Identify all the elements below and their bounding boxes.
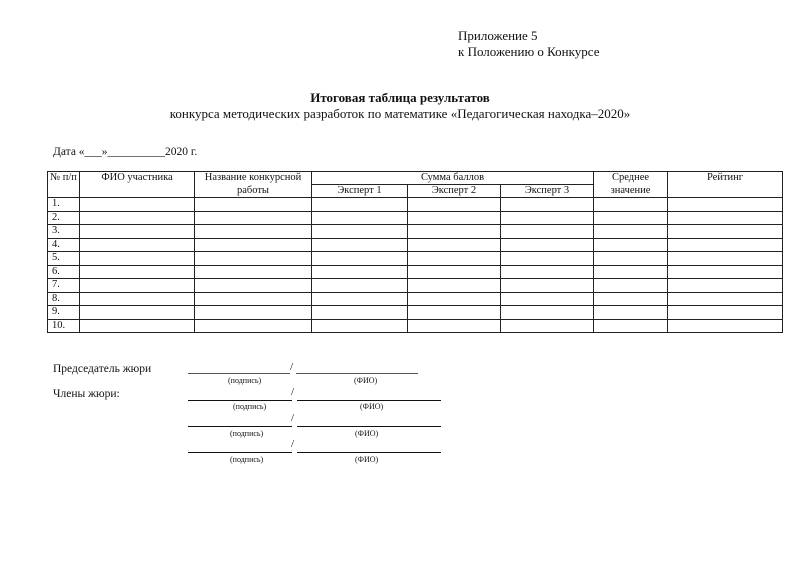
member-3-signature-line[interactable] [188,442,292,453]
cell-expert-1[interactable] [312,292,408,306]
member-1-fio-line[interactable] [297,390,441,401]
cell-rating[interactable] [668,265,783,279]
header-average: Среднее значение [594,172,668,198]
table-row [48,279,783,293]
cell-fio[interactable] [80,292,195,306]
cell-fio[interactable] [80,319,195,333]
cell-expert-2[interactable] [408,279,501,293]
fio-caption: (ФИО) [354,376,378,385]
cell-fio[interactable] [80,211,195,225]
member-2-fio-line[interactable] [297,416,441,427]
cell-expert-3[interactable] [501,306,594,320]
signature-caption: (подпись) [230,455,264,464]
cell-expert-2[interactable] [408,252,501,266]
member-3-fio-line[interactable] [297,442,441,453]
cell-work-title[interactable] [195,252,312,266]
cell-expert-1[interactable] [312,279,408,293]
cell-expert-3[interactable] [501,265,594,279]
cell-fio[interactable] [80,279,195,293]
separator-slash: / [291,412,295,424]
cell-work-title[interactable] [195,265,312,279]
cell-rating[interactable] [668,198,783,212]
cell-rating[interactable] [668,238,783,252]
cell-work-title[interactable] [195,279,312,293]
members-label: Члены жюри: [53,388,120,400]
header-expert-2: Эксперт 2 [408,185,501,198]
document-subtitle: конкурса методических разработок по математике «Педагогическая находка–2020» [169,106,631,121]
cell-average[interactable] [594,211,668,225]
cell-expert-1[interactable] [312,306,408,320]
cell-average[interactable] [594,225,668,239]
cell-fio[interactable] [80,252,195,266]
member-1-signature-line[interactable] [188,390,292,401]
cell-fio[interactable] [80,225,195,239]
cell-expert-2[interactable] [408,292,501,306]
cell-expert-3[interactable] [501,238,594,252]
fio-caption: (ФИО) [355,429,379,438]
cell-expert-3[interactable] [501,211,594,225]
cell-work-title[interactable] [195,306,312,320]
cell-work-title[interactable] [195,225,312,239]
table-row [48,306,783,320]
header-expert-1: Эксперт 1 [312,185,408,198]
header-expert-3: Эксперт 3 [501,185,594,198]
cell-average[interactable] [594,252,668,266]
cell-fio[interactable] [80,238,195,252]
cell-expert-3[interactable] [501,198,594,212]
cell-fio[interactable] [80,306,195,320]
cell-rating[interactable] [668,252,783,266]
cell-expert-3[interactable] [501,279,594,293]
cell-rating[interactable] [668,319,783,333]
table-row [48,198,783,212]
fio-caption: (ФИО) [360,402,384,411]
row-number: 7. [48,279,80,293]
cell-expert-3[interactable] [501,225,594,239]
document-title: Итоговая таблица результатов [310,90,490,105]
separator-slash: / [291,438,295,450]
cell-expert-1[interactable] [312,265,408,279]
table-row [48,319,783,333]
table-row [48,265,783,279]
row-number: 10. [48,319,80,333]
cell-work-title[interactable] [195,211,312,225]
cell-average[interactable] [594,306,668,320]
cell-expert-3[interactable] [501,319,594,333]
signature-caption: (подпись) [233,402,267,411]
cell-work-title[interactable] [195,319,312,333]
header-num: № п/п [48,172,80,198]
member-2-signature-line[interactable] [188,416,292,427]
cell-expert-2[interactable] [408,319,501,333]
cell-expert-3[interactable] [501,252,594,266]
chairman-signature-line[interactable] [188,363,290,374]
cell-rating[interactable] [668,306,783,320]
cell-expert-2[interactable] [408,265,501,279]
cell-expert-1[interactable] [312,238,408,252]
row-number: 9. [48,306,80,320]
chairman-fio-line[interactable] [296,363,418,374]
table-row [48,292,783,306]
cell-expert-2[interactable] [408,306,501,320]
row-number: 8. [48,292,80,306]
cell-expert-2[interactable] [408,198,501,212]
cell-fio[interactable] [80,198,195,212]
cell-expert-2[interactable] [408,238,501,252]
cell-average[interactable] [594,292,668,306]
cell-average[interactable] [594,265,668,279]
appendix-number: Приложение 5 [458,28,538,43]
signature-caption: (подпись) [230,429,264,438]
results-table [47,171,783,333]
signature-caption: (подпись) [228,376,262,385]
cell-average[interactable] [594,238,668,252]
header-rating: Рейтинг [668,172,783,198]
row-number: 6. [48,265,80,279]
cell-expert-3[interactable] [501,292,594,306]
table-row [48,225,783,239]
cell-work-title[interactable] [195,238,312,252]
cell-average[interactable] [594,319,668,333]
cell-rating[interactable] [668,292,783,306]
appendix-reference: к Положению о Конкурсе [458,44,600,59]
chairman-label: Председатель жюри [53,363,152,375]
header-sum-scores: Сумма баллов [312,172,594,185]
cell-rating[interactable] [668,211,783,225]
cell-expert-1[interactable] [312,198,408,212]
cell-work-title[interactable] [195,292,312,306]
cell-expert-1[interactable] [312,211,408,225]
row-number: 4. [48,238,80,252]
row-number: 2. [48,211,80,225]
table-row [48,252,783,266]
cell-expert-1[interactable] [312,225,408,239]
table-row [48,211,783,225]
date-line: Дата «___»__________2020 г. [53,146,198,158]
cell-average[interactable] [594,198,668,212]
row-number: 3. [48,225,80,239]
cell-expert-1[interactable] [312,252,408,266]
cell-expert-1[interactable] [312,319,408,333]
cell-expert-2[interactable] [408,211,501,225]
separator-slash: / [291,386,295,398]
header-work-title: Название конкурсной работы [195,172,312,198]
cell-rating[interactable] [668,279,783,293]
separator-slash: / [290,361,294,373]
row-number: 5. [48,252,80,266]
table-row [48,238,783,252]
header-fio: ФИО участника [80,172,195,198]
cell-expert-2[interactable] [408,225,501,239]
cell-fio[interactable] [80,265,195,279]
cell-average[interactable] [594,279,668,293]
row-number: 1. [48,198,80,212]
fio-caption: (ФИО) [355,455,379,464]
cell-rating[interactable] [668,225,783,239]
cell-work-title[interactable] [195,198,312,212]
